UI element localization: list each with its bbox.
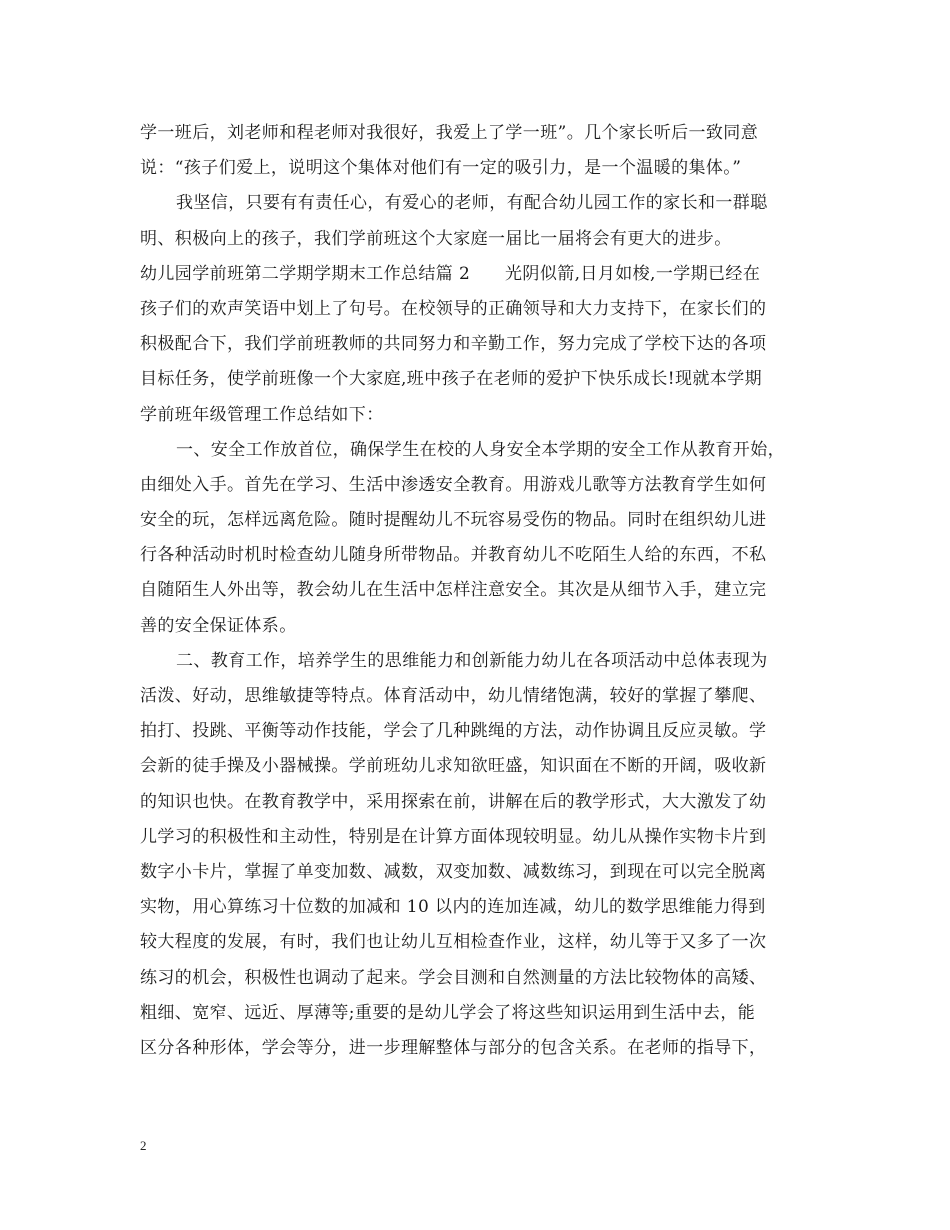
text-line: 的知识也快。在教育教学中，采用探索在前，讲解在后的教学形式，大大激发了幼 [140, 791, 767, 812]
text-line: 区分各种形体，学会等分，进一步理解整体与部分的包含关系。在老师的指导下， [140, 1037, 767, 1058]
text-line: 二、教育工作，培养学生的思维能力和创新能力幼儿在各项活动中总体表现为 [176, 650, 768, 671]
text-line: 练习的机会，积极性也调动了起来。学会目测和自然测量的方法比较物体的高矮、 [140, 967, 767, 988]
text-line: 目标任务，使学前班像一个大家庭,班中孩子在老师的爱护下快乐成长!现就本学期 [140, 369, 763, 390]
text-line: 较大程度的发展，有时，我们也让幼儿互相检查作业，这样，幼儿等于又多了一次 [140, 932, 767, 953]
section-heading-line: 幼儿园学前班第二学期学期末工作总结篇 2 光阴似箭,日月如梭,一学期已经在 [140, 263, 761, 284]
text-line: 实物，用心算练习十位数的加减和 10 以内的连加连减，幼儿的数学思维能力得到 [140, 897, 766, 918]
text-line: 善的安全保证体系。 [140, 615, 297, 636]
text-line: 自随陌生人外出等，教会幼儿在生活中怎样注意安全。其次是从细节入手，建立完 [140, 580, 767, 601]
text-line: 学一班后，刘老师和程老师对我很好，我爱上了学一班”。几个家长听后一致同意 [140, 123, 759, 143]
text-line: 会新的徒手操及小器械操。学前班幼儿求知欲旺盛，知识面在不断的开阔，吸收新 [140, 756, 767, 777]
text-line: 我坚信，只要有有责任心，有爱心的老师，有配合幼儿园工作的家长和一群聪 [176, 193, 768, 214]
document-body [140, 116, 812, 1066]
text-line: 拍打、投跳、平衡等动作技能，学会了几种跳绳的方法，动作协调且反应灵敏。学 [140, 721, 767, 742]
text-line: 活泼、好动，思维敏捷等特点。体育活动中，幼儿情绪饱满，较好的掌握了攀爬、 [140, 686, 767, 706]
text-line: 积极配合下，我们学前班教师的共同努力和辛勤工作，努力完成了学校下达的各项 [140, 334, 767, 355]
text-line: 粗细、宽窄、远近、厚薄等;重要的是幼儿学会了将这些知识运用到生活中去，能 [140, 1002, 756, 1023]
text-line: 学前班年级管理工作总结如下： [140, 404, 384, 425]
text-line: 安全的玩，怎样远离危险。随时提醒幼儿不玩容易受伤的物品。同时在组织幼儿进 [140, 510, 767, 531]
text-line: 说：“孩子们爱上，说明这个集体对他们有一定的吸引力，是一个温暖的集体。” [140, 158, 742, 179]
text-line: 行各种活动时机时检查幼儿随身所带物品。并教育幼儿不吃陌生人给的东西，不私 [140, 545, 767, 566]
text-line: 由细处入手。首先在学习、生活中渗透安全教育。用游戏儿歌等方法教育学生如何 [140, 474, 767, 495]
text-line: 儿学习的积极性和主动性，特别是在计算方面体现较明显。幼儿从操作实物卡片到 [140, 826, 767, 847]
text-line: 数字小卡片，掌握了单变加数、减数，双变加数、减数练习，到现在可以完全脱离 [140, 861, 767, 882]
text-line: 孩子们的欢声笑语中划上了句号。在校领导的正确领导和大力支持下，在家长们的 [140, 298, 767, 319]
page-number: 2 [140, 1138, 147, 1153]
text-line: 明、积极向上的孩子，我们学前班这个大家庭一届比一届将会有更大的进步。 [140, 228, 732, 249]
text-line: 一、安全工作放首位，确保学生在校的人身安全本学期的安全工作从教育开始， [176, 439, 785, 460]
